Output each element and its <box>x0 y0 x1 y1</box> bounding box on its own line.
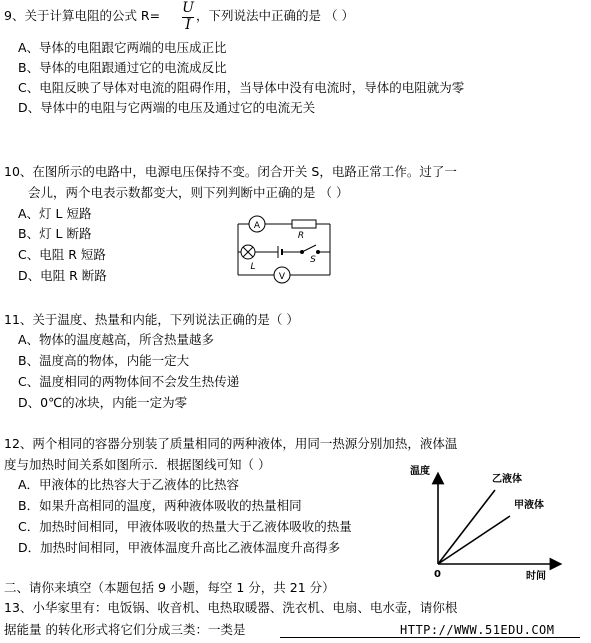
q12-stem-line2: 度与加热时间关系如图所示．根据图线可知（ ） <box>4 457 271 472</box>
q10-stem-line2: 会儿，两个电表示数都变大，则下列判断中正确的是 （ ） <box>28 185 349 200</box>
q9-option-c: C、电阻反映了导体对电流的阻碍作用，当导体中没有电流时，导体的电阻就为零 <box>18 80 465 95</box>
line-jia <box>438 516 510 564</box>
resistor-label: R <box>297 231 305 241</box>
resistor-symbol <box>292 220 316 228</box>
q12-option-c: C．加热时间相同，甲液体吸收的热量大于乙液体吸收的热量 <box>18 519 352 534</box>
section2-heading: 二、请你来填空（本题包括 9 小题，每空 1 分，共 21 分） <box>4 580 335 595</box>
q12-option-a: A．甲液体的比热容大于乙液体的比热容 <box>18 477 240 492</box>
q11-option-c: C、温度相同的两物体间不会发生热传递 <box>18 374 240 389</box>
fraction-numerator: U <box>182 0 194 16</box>
label-jia: 甲液体 <box>514 500 544 511</box>
q10-option-c: C、电阻 R 短路 <box>18 247 106 262</box>
q13-line1: 13、小华家里有：电饭锅、收音机、电热取暖器、洗衣机、电扇、电水壶，请你根 <box>4 600 458 615</box>
switch-label: S <box>310 255 316 265</box>
q10-stem-line1: 10、在图所示的电路中，电源电压保持不变。闭合开关 S，电路正常工作。过了一 <box>4 164 457 179</box>
q10-option-a: A、灯 L 短路 <box>18 206 92 221</box>
circuit-diagram <box>230 212 340 288</box>
q11-option-d: D、0℃的冰块，内能一定为零 <box>18 395 188 410</box>
lamp-label: L <box>250 262 256 272</box>
q11-option-b: B、温度高的物体，内能一定大 <box>18 353 190 368</box>
q12-option-d: D．加热时间相同，甲液体温度升高比乙液体温度升高得多 <box>18 540 341 555</box>
fraction-denominator: I <box>185 17 191 33</box>
q11-stem: 11、关于温度、热量和内能，下列说法正确的是（ ） <box>4 312 299 327</box>
ammeter-label: A <box>253 221 261 231</box>
q10-option-d: D、电阻 R 断路 <box>18 268 107 283</box>
answer-blank <box>280 637 580 638</box>
temperature-time-graph <box>400 460 586 584</box>
graph-xlabel: 时间 <box>526 571 546 582</box>
graph-origin: 0 <box>434 569 441 580</box>
voltmeter-label: V <box>278 272 286 282</box>
q9-option-a: A、导体的电阻跟它两端的电压成正比 <box>18 40 227 55</box>
q11-option-a: A、物体的温度越高，所含热量越多 <box>18 332 215 347</box>
label-yi: 乙液体 <box>492 474 522 485</box>
q12-option-b: B．如果升高相同的温度，两种液体吸收的热量相同 <box>18 498 302 513</box>
graph-ylabel: 温度 <box>410 466 430 477</box>
line-yi <box>438 490 495 564</box>
q9-stem-after: ，下列说法中正确的是 （ ） <box>196 8 354 23</box>
q10-option-b: B、灯 L 断路 <box>18 226 92 241</box>
q12-stem-line1: 12、两个相同的容器分别装了质量相同的两种液体，用同一热源分别加热，液体温 <box>4 436 458 451</box>
q13-line2: 据能量 的转化形式将它们分成三类：一类是 <box>4 622 246 637</box>
q9-stem-before: 9、关于计算电阻的公式 R= <box>4 8 161 23</box>
q9-option-b: B、导体的电阻跟通过它的电流成反比 <box>18 60 227 75</box>
q9-option-d: D、导体中的电阻与它两端的电压及通过它的电流无关 <box>18 100 316 115</box>
watermark-url: HTTP://WWW.51EDU.COM <box>400 623 555 637</box>
